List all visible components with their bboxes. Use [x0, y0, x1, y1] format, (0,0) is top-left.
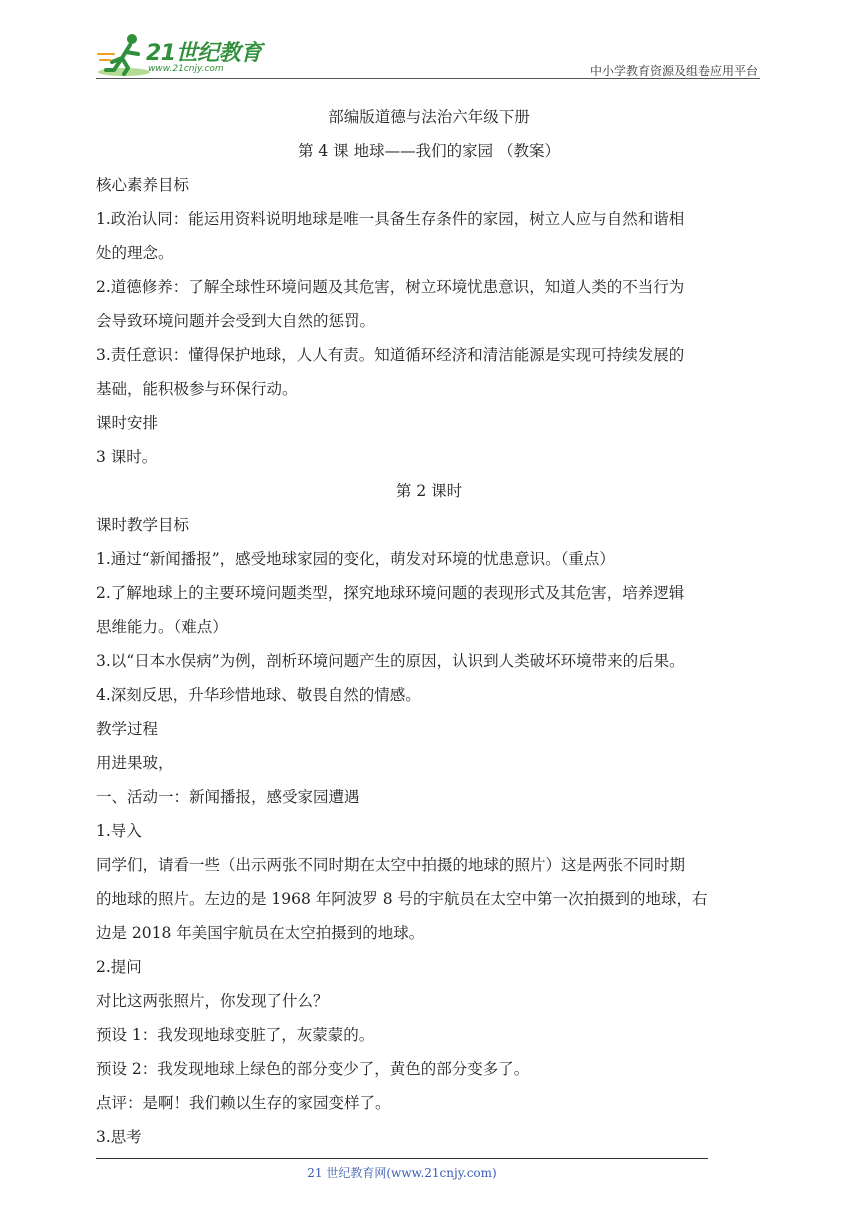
platform-label: 中小学教育资源及组卷应用平台	[589, 64, 758, 78]
logo-text: 21世纪教育	[146, 41, 262, 66]
doc-line: 3 课时。	[96, 448, 158, 466]
runner-logo-icon	[96, 32, 152, 78]
document-body	[96, 100, 762, 1154]
header-divider	[96, 78, 760, 79]
doc-line: 部编版道德与法治六年级下册	[328, 108, 530, 126]
doc-line: 对比这两张照片，你发现了什么？	[96, 992, 329, 1010]
doc-line: 的地球的照片。左边的是 1968 年阿波罗 8 号的宇航员在太空中第一次拍摄到的地球，右	[96, 890, 708, 908]
doc-line: 1.导入	[96, 822, 142, 840]
doc-line: 思维能力。（难点）	[96, 618, 228, 636]
logo-url: www.21cnjy.com	[148, 64, 224, 74]
footer-link[interactable]: 21 世纪教育网(www.21cnjy.com)	[307, 1166, 497, 1180]
doc-line: 2.道德修养：了解全球性环境问题及其危害，树立环境忧患意识，知道人类的不当行为	[96, 278, 685, 296]
doc-line: 第 2 课时	[395, 482, 463, 500]
doc-line: 3.思考	[96, 1128, 142, 1146]
doc-line: 点评：是啊！我们赖以生存的家园变样了。	[96, 1094, 391, 1112]
doc-line: 3.责任意识：懂得保护地球，人人有责。知道循环经济和清洁能源是实现可持续发展的	[96, 346, 685, 364]
doc-line: 一、活动一：新闻播报，感受家园遭遇	[96, 788, 360, 806]
doc-line: 课时教学目标	[96, 516, 190, 534]
doc-line: 课时安排	[96, 414, 159, 432]
doc-line: 会导致环境问题并会受到大自然的惩罚。	[96, 312, 376, 330]
doc-line: 用进果玻，	[96, 754, 174, 772]
doc-line: 边是 2018 年美国宇航员在太空拍摄到的地球。	[96, 924, 425, 942]
doc-line: 处的理念。	[96, 244, 174, 262]
doc-line: 2.了解地球上的主要环境问题类型，探究地球环境问题的表现形式及其危害，培养逻辑	[96, 584, 685, 602]
doc-line: 教学过程	[96, 720, 159, 738]
doc-line: 基础，能积极参与环保行动。	[96, 380, 298, 398]
page-header	[96, 30, 760, 82]
footer-divider	[96, 1158, 708, 1159]
doc-line: 3.以“日本水俣病”为例，剖析环境问题产生的原因，认识到人类破坏环境带来的后果。	[96, 652, 685, 670]
site-logo[interactable]	[96, 30, 262, 80]
doc-line: 同学们，请看一些（出示两张不同时期在太空中拍摄的地球的照片）这是两张不同时期	[96, 856, 686, 874]
doc-line: 4.深刻反思，升华珍惜地球、敬畏自然的情感。	[96, 686, 421, 704]
doc-line: 核心素养目标	[96, 176, 190, 194]
doc-line: 第 4 课 地球——我们的家园 （教案）	[297, 142, 561, 160]
doc-line: 预设 2：我发现地球上绿色的部分变少了，黄色的部分变多了。	[96, 1060, 530, 1078]
doc-line: 2.提问	[96, 958, 142, 976]
doc-line: 1.政治认同：能运用资料说明地球是唯一具备生存条件的家园，树立人应与自然和谐相	[96, 210, 685, 228]
doc-line: 1.通过“新闻播报”，感受地球家园的变化，萌发对环境的忧患意识。（重点）	[96, 550, 615, 568]
doc-line: 预设 1：我发现地球变脏了，灰蒙蒙的。	[96, 1026, 375, 1044]
